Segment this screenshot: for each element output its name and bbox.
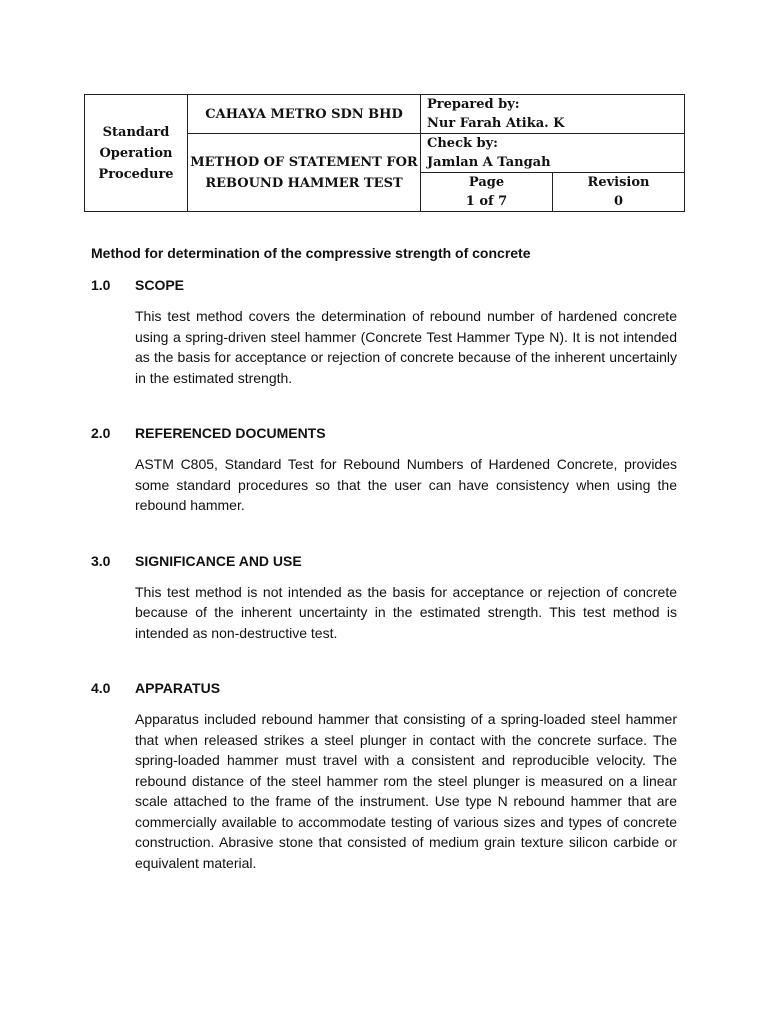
company-name: CAHAYA METRO SDN BHD [188, 95, 421, 134]
section-heading [91, 550, 677, 572]
page-label: Page [468, 175, 505, 190]
page-cell [421, 173, 553, 212]
sop-label: Standard Operation Procedure [85, 95, 188, 212]
section-number: 4.0 [91, 680, 111, 696]
revision-label: Revision [587, 175, 650, 190]
section-number: 1.0 [91, 277, 111, 293]
section-number: 2.0 [91, 425, 111, 441]
section-body: Apparatus included rebound hammer that consisting of a spring-loaded steel hammer that when released strikes a steel plunger in contact with the concrete surface. The spring-loaded hammer must travel with a consistent and reproducible velocity. The rebound distance of the steel hammer rom the steel plunger is measured on a linear scale attached to the frame of the instrument. Use type N rebound hammer that are commercially available to accommodate testing of various sizes and types of concrete construction. Abrasive stone that consisted of medium grain texture silicon carbide or equivalent material. [135, 711, 677, 871]
prepared-by-name: Nur Farah Atika. K [427, 116, 565, 131]
document-main-title: Method for determination of the compressive strength of concrete [91, 245, 531, 261]
section-title: SIGNIFICANCE AND USE [135, 552, 302, 569]
section-number: 3.0 [91, 552, 111, 569]
section-heading [91, 274, 677, 296]
section-body: ASTM C805, Standard Test for Rebound Numbers of Hardened Concrete, provides some standard procedures so that the user can have consistency when using the rebound hammer. [135, 456, 677, 513]
section-body: This test method is not intended as the basis for acceptance or rejection of concrete because of the inherent uncertainty in the estimated strength. This test method is intended as non-destructive test. [135, 583, 677, 641]
section-title: APPARATUS [135, 680, 221, 696]
section-body: This test method covers the determination of rebound number of hardened concrete using a spring-driven steel hammer (Concrete Test Hammer Type N). It is not intended as the basis for acceptance or rejection of concrete because of the inherent uncertainly in the estimated strength. [135, 308, 677, 386]
sop-header-table [84, 94, 685, 212]
revision-number: 0 [613, 194, 624, 209]
check-by-cell [421, 134, 685, 173]
document-body [91, 242, 677, 873]
check-by-label: Check by: [427, 136, 498, 151]
section-heading [91, 677, 677, 699]
prepared-by-cell [421, 95, 685, 134]
check-by-name: Jamlan A Tangah [427, 155, 551, 170]
page-number: 1 of 7 [465, 194, 508, 209]
document-title: METHOD OF STATEMENT FOR REBOUND HAMMER TEST [188, 134, 421, 212]
revision-cell [553, 173, 685, 212]
section-title: SCOPE [135, 277, 185, 293]
prepared-by-label: Prepared by: [427, 97, 520, 112]
section-heading [91, 422, 677, 444]
section-title: REFERENCED DOCUMENTS [135, 425, 326, 441]
